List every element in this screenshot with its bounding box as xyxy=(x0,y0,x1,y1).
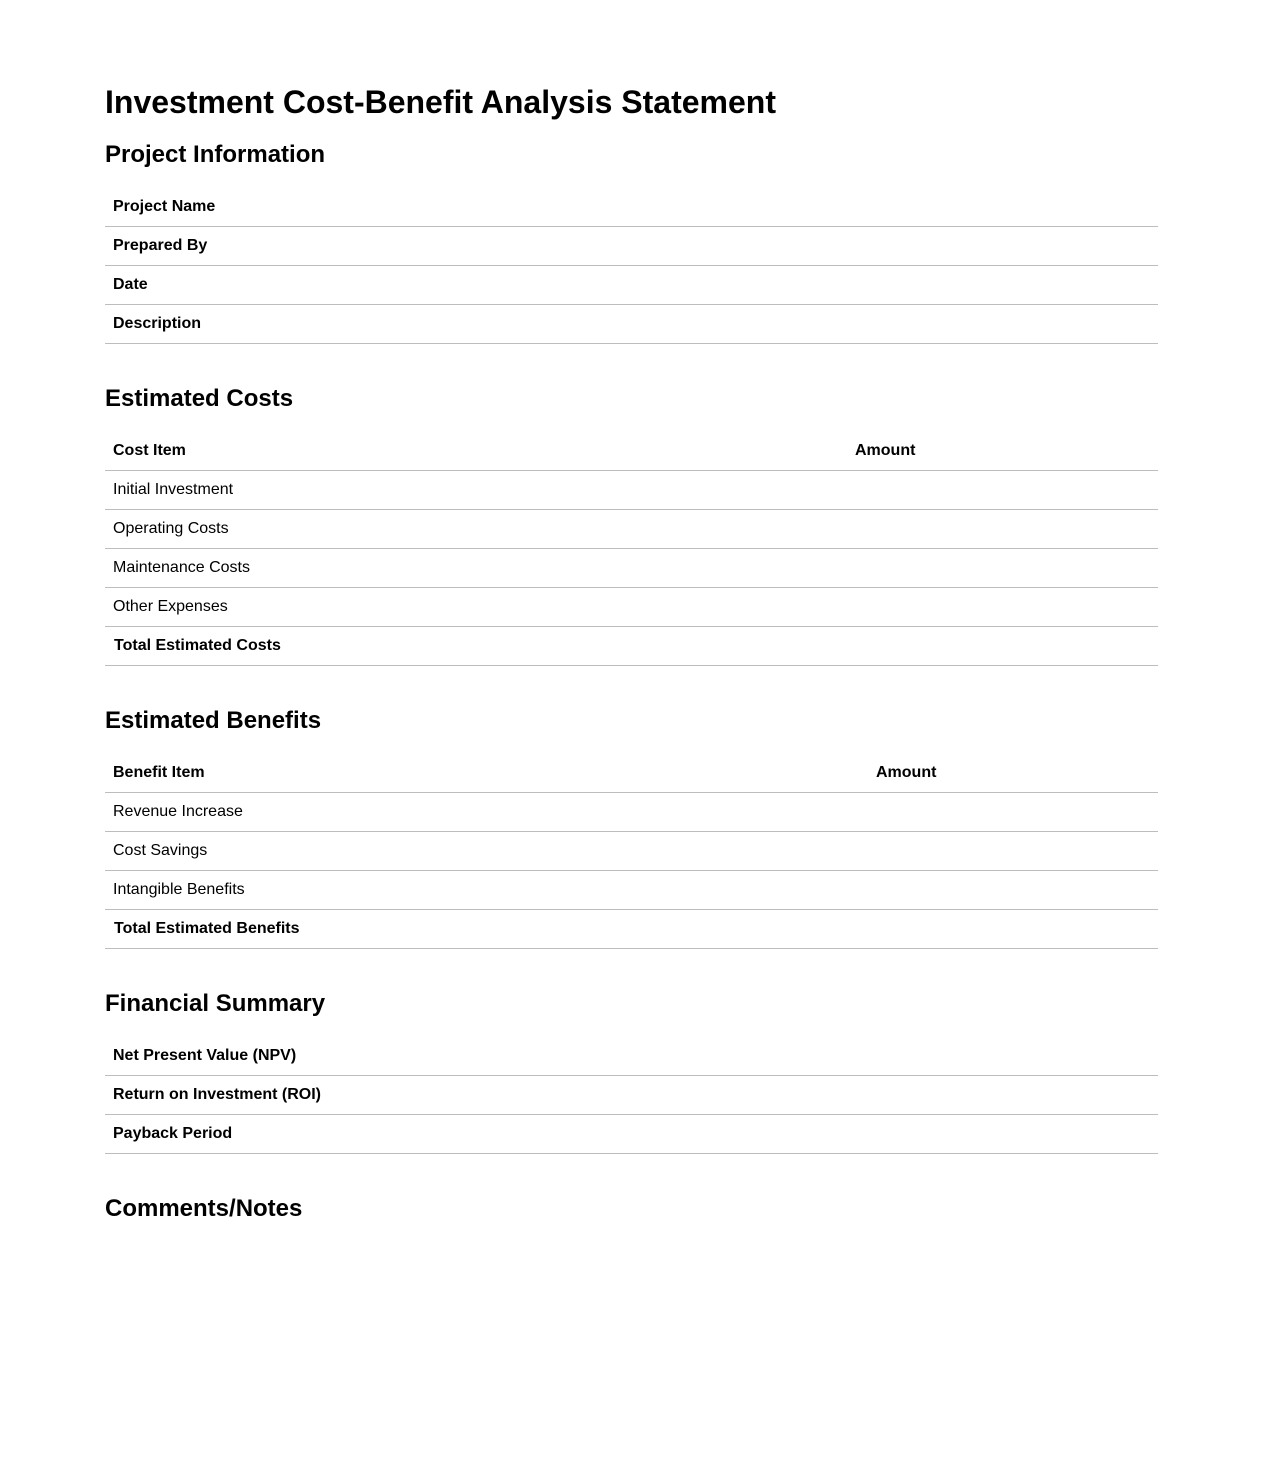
row-label: Return on Investment (ROI) xyxy=(105,1076,1088,1115)
table-row xyxy=(105,510,1158,549)
column-header-amount: Amount xyxy=(847,432,1158,471)
benefits-heading: Estimated Benefits xyxy=(105,707,322,734)
table-row xyxy=(105,1037,1158,1076)
benefit-item: Intangible Benefits xyxy=(105,871,868,910)
table-row xyxy=(105,1115,1158,1154)
total-row xyxy=(105,627,1158,666)
benefit-item: Cost Savings xyxy=(105,832,868,871)
row-label: Payback Period xyxy=(105,1115,1088,1154)
table-row xyxy=(105,188,1158,227)
cost-item: Initial Investment xyxy=(105,471,847,510)
row-value xyxy=(1033,305,1158,344)
column-header-item: Benefit Item xyxy=(105,754,868,793)
cost-item: Other Expenses xyxy=(105,588,847,627)
table-header-row xyxy=(105,432,1158,471)
row-value xyxy=(1088,1037,1158,1076)
row-label: Net Present Value (NPV) xyxy=(105,1037,1088,1076)
cost-amount xyxy=(847,471,1158,510)
table-row xyxy=(105,227,1158,266)
costs-heading: Estimated Costs xyxy=(105,385,294,412)
benefit-amount xyxy=(868,871,1158,910)
row-value xyxy=(1088,1115,1158,1154)
cost-amount xyxy=(847,549,1158,588)
table-row xyxy=(105,793,1158,832)
cost-amount xyxy=(847,510,1158,549)
row-label: Date xyxy=(105,266,1033,305)
total-label: Total Estimated Costs xyxy=(105,627,847,666)
table-row xyxy=(105,588,1158,627)
benefit-amount xyxy=(868,832,1158,871)
total-amount xyxy=(847,627,1158,666)
benefits-section xyxy=(105,706,1158,949)
costs-table xyxy=(105,432,1158,666)
costs-section xyxy=(105,384,1158,666)
financial-summary-heading: Financial Summary xyxy=(105,990,326,1017)
total-row xyxy=(105,910,1158,949)
table-header-row xyxy=(105,754,1158,793)
column-header-item: Cost Item xyxy=(105,432,847,471)
row-label: Description xyxy=(105,305,1033,344)
project-info-heading: Project Information xyxy=(105,141,326,168)
row-label: Prepared By xyxy=(105,227,1033,266)
row-value xyxy=(1033,266,1158,305)
row-value xyxy=(1033,188,1158,227)
comments-body xyxy=(105,1224,1158,1374)
table-row xyxy=(105,1076,1158,1115)
table-row xyxy=(105,871,1158,910)
total-label: Total Estimated Benefits xyxy=(105,910,868,949)
row-value xyxy=(1033,227,1158,266)
table-row xyxy=(105,471,1158,510)
table-row xyxy=(105,305,1158,344)
comments-heading: Comments/Notes xyxy=(105,1195,303,1222)
benefit-amount xyxy=(868,793,1158,832)
project-info-section xyxy=(105,140,1158,344)
table-row xyxy=(105,832,1158,871)
table-row xyxy=(105,266,1158,305)
project-info-table xyxy=(105,188,1158,344)
column-header-amount: Amount xyxy=(868,754,1158,793)
table-row xyxy=(105,549,1158,588)
financial-summary-table xyxy=(105,1037,1158,1154)
document xyxy=(105,78,1158,1374)
cost-item: Maintenance Costs xyxy=(105,549,847,588)
benefit-item: Revenue Increase xyxy=(105,793,868,832)
row-value xyxy=(1088,1076,1158,1115)
cost-amount xyxy=(847,588,1158,627)
page-title: Investment Cost-Benefit Analysis Statement xyxy=(105,84,776,120)
benefits-table xyxy=(105,754,1158,949)
financial-summary-section xyxy=(105,989,1158,1154)
row-label: Project Name xyxy=(105,188,1033,227)
total-amount xyxy=(868,910,1158,949)
cost-item: Operating Costs xyxy=(105,510,847,549)
comments-section xyxy=(105,1194,1158,1374)
